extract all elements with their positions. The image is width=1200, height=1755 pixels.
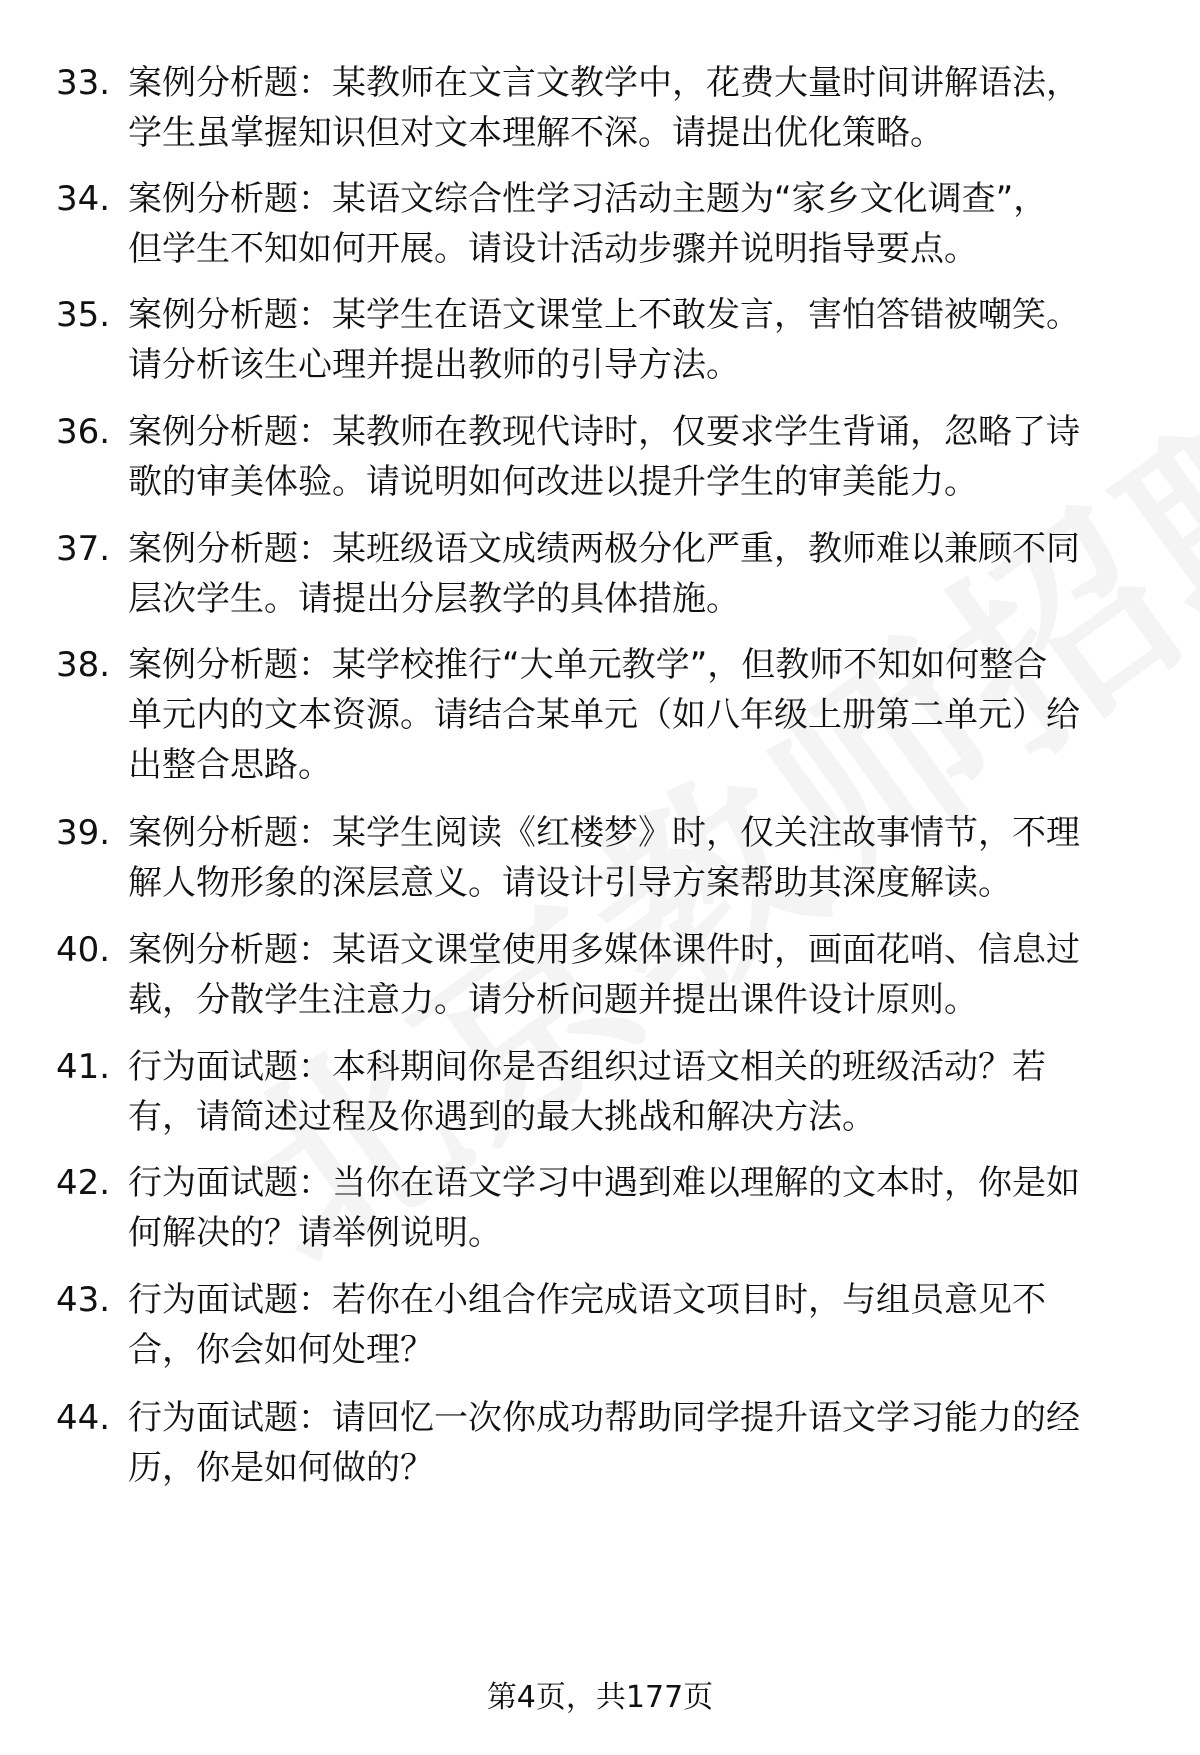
question-line: 案例分析题：某班级语文成绩两极分化严重，教师难以兼顾不同 (128, 529, 1080, 569)
question-line: 案例分析题：某语文综合性学习活动主题为“家乡文化调查”， (128, 179, 1048, 219)
question-number: 40. (56, 930, 111, 970)
question-line: 行为面试题：请回忆一次你成功帮助同学提升语文学习能力的经 (128, 1398, 1080, 1438)
question-line: 何解决的？请举例说明。 (128, 1213, 502, 1253)
question-line: 案例分析题：某学生在语文课堂上不敢发言，害怕答错被嘲笑。 (128, 295, 1080, 335)
question-line: 行为面试题：若你在小组合作完成语文项目时，与组员意见不 (128, 1280, 1046, 1320)
question-number: 33. (56, 63, 111, 103)
question-line: 案例分析题：某学生阅读《红楼梦》时，仅关注故事情节，不理 (128, 813, 1080, 853)
question-number: 35. (56, 295, 111, 335)
question-text (128, 808, 1148, 908)
question-line: 案例分析题：某语文课堂使用多媒体课件时，画面花哨、信息过 (128, 930, 1080, 970)
question-line: 学生虽掌握知识但对文本理解不深。请提出优化策略。 (128, 113, 944, 153)
question-number: 38. (56, 645, 111, 685)
question-number: 37. (56, 529, 111, 569)
question-line: 合，你会如何处理？ (128, 1330, 434, 1370)
question-line: 行为面试题：本科期间你是否组织过语文相关的班级活动？若 (128, 1047, 1046, 1087)
question-text (128, 58, 1148, 158)
page-footer: 第4页，共177页 (486, 1680, 714, 1715)
question-line: 出整合思路。 (128, 745, 332, 785)
question-line: 解人物形象的深层意义。请设计引导方案帮助其深度解读。 (128, 863, 1012, 903)
question-line: 案例分析题：某教师在文言文教学中，花费大量时间讲解语法， (128, 63, 1080, 103)
question-line: 案例分析题：某学校推行“大单元教学”，但教师不知如何整合 (128, 645, 1048, 685)
question-number: 36. (56, 412, 111, 452)
question-line: 行为面试题：当你在语文学习中遇到难以理解的文本时，你是如 (128, 1163, 1080, 1203)
question-text (128, 407, 1148, 507)
question-line: 历，你是如何做的？ (128, 1448, 434, 1488)
question-line: 层次学生。请提出分层教学的具体措施。 (128, 579, 740, 619)
question-text (128, 1393, 1148, 1493)
question-number: 34. (56, 179, 111, 219)
question-text (128, 925, 1148, 1025)
question-text (128, 174, 1148, 274)
question-text (128, 640, 1148, 790)
question-text (128, 1275, 1148, 1375)
question-line: 单元内的文本资源。请结合某单元（如八年级上册第二单元）给 (128, 695, 1080, 735)
question-number: 44. (56, 1398, 111, 1438)
question-text (128, 1042, 1148, 1142)
question-number: 41. (56, 1047, 111, 1087)
question-number: 39. (56, 813, 111, 853)
question-number: 43. (56, 1280, 111, 1320)
question-line: 请分析该生心理并提出教师的引导方法。 (128, 345, 740, 385)
question-line: 歌的审美体验。请说明如何改进以提升学生的审美能力。 (128, 462, 978, 502)
question-number: 42. (56, 1163, 111, 1203)
question-line: 但学生不知如何开展。请设计活动步骤并说明指导要点。 (128, 229, 978, 269)
question-line: 载，分散学生注意力。请分析问题并提出课件设计原则。 (128, 980, 978, 1020)
question-line: 有，请简述过程及你遇到的最大挑战和解决方法。 (128, 1097, 876, 1137)
question-text (128, 524, 1148, 624)
question-text (128, 1158, 1148, 1258)
question-line: 案例分析题：某教师在教现代诗时，仅要求学生背诵，忽略了诗 (128, 412, 1080, 452)
question-text (128, 290, 1148, 390)
